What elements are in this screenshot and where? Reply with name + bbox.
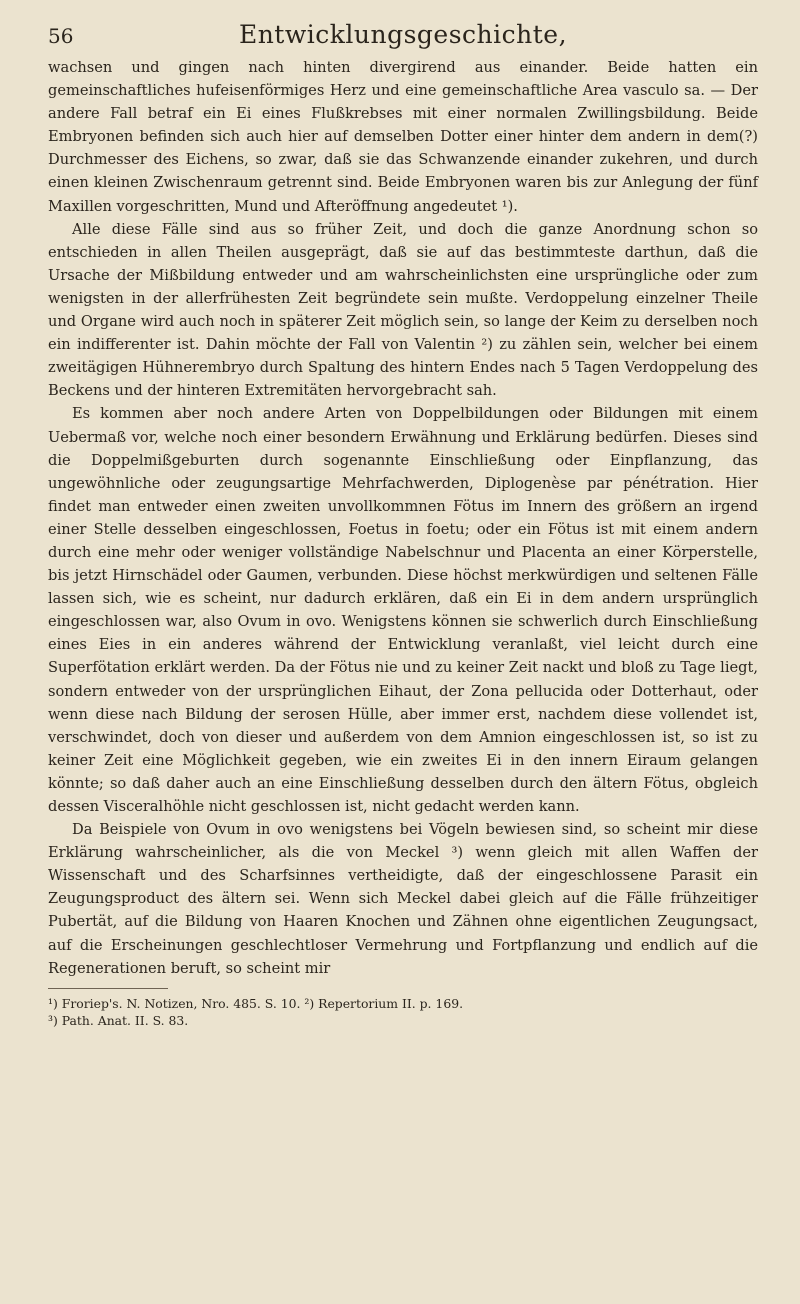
running-title: Entwicklungsgeschichte,	[238, 20, 568, 49]
footnote: ¹) Froriep's. N. Notizen, Nro. 485. S. 10. ²) Repertorium II. p. 169.	[48, 995, 464, 1011]
paragraph: wachsen und gingen nach hinten divergirend aus einander. Beide hatten ein gemeinschaftliches hufeisenförmiges Herz und eine gemeinschaftliche Area vasculo sa. — Der andere Fall betraf ein Ei eines Flußkrebses mit einer normalen Zwillingsbildung. Beide Embryonen befinden sich auch hier auf demselben Dotter einer hinter dem andern in dem(?) Durchmesser des Eichens, so zwar, daß sie das Schwanzende einander zukehren, und durch einen kleinen Zwischenraum getrennt sind. Beide Embryonen waren bis zur Anlegung der fünf Maxillen vorgeschritten, Mund und Afteröffnung angedeutet ¹).	[48, 59, 758, 215]
paragraph: Es kommen aber noch andere Arten von Doppelbildungen oder Bildungen mit einem Uebermaß vor, welche noch einer besondern Erwähnung und Erklärung bedürfen. Dieses sind die Doppelmißgeburten durch sogenannte Einschließung oder Einpflanzung, das ungewöhnliche oder zeugungsartige Mehrfachwerden, Diplogenèse par pénétration. Hier findet man entweder einen zweiten unvollkommnen Fötus im Innern des größern an irgend einer Stelle desselben eingeschlossen, Foetus in foetu; oder ein Fötus ist mit einem andern durch eine mehr oder weniger vollständige Nabelschnur und Placenta an einer Körperstelle, bis jetzt Hirnschädel oder Gaumen, verbunden. Diese höchst merkwürdigen und seltenen Fälle lassen sich, wie es scheint, nur dadurch erklären, daß ein Ei in dem andern ursprünglich eingeschlossen war, also Ovum in ovo. Wenigstens können sie schwerlich durch Einschließung eines Eies in ein anderes während der Entwicklung veranlaßt, viel leicht durch eine Superfötation erklärt werden. Da der Fötus nie und zu keiner Zeit nackt und bloß zu Tage liegt, sondern entweder von der ursprünglichen Eihaut, der Zona pellucida oder Dotterhaut, oder wenn diese nach Bildung der serosen Hülle, aber immer erst, nachdem diese vollendet ist, verschwindet, doch von dieser und außerdem von dem Amnion eingeschlossen ist, so ist zu keiner Zeit eine Möglichkeit gegeben, wie ein zweites Ei in den innern Eiraum gelangen könnte; so daß daher auch an eine Einschließung desselben durch den ältern Fötus, obgleich dessen Visceralhöhle nicht geschlossen ist, nicht gedacht werden kann.	[48, 405, 758, 815]
footnote-divider	[48, 988, 168, 989]
footnotes	[48, 995, 758, 1029]
paragraph: Da Beispiele von Ovum in ovo wenigstens bei Vögeln bewiesen sind, so scheint mir diese Erklärung wahrscheinlicher, als die von Meckel ³) wenn gleich mit allen Waffen der Wissenschaft und des Scharfsinnes vertheidigte, daß der eingeschlossene Parasit ein Zeugungsproduct des ältern sei. Wenn sich Meckel dabei gleich auf die Fälle frühzeitiger Pubertät, auf die Bildung von Haaren Knochen und Zähnen ohne eigentlichen Zeugungsact, auf die Erscheinungen geschlechtloser Vermehrung und Fortpflanzung und endlich auf die Regenerationen beruft, so scheint mir	[48, 821, 758, 977]
running-head	[48, 20, 758, 50]
footnote: ³) Path. Anat. II. S. 83.	[48, 1012, 189, 1028]
page-number: 56	[48, 24, 74, 48]
paragraph: Alle diese Fälle sind aus so früher Zeit, und doch die ganze Anordnung schon so entschieden in allen Theilen ausgeprägt, daß sie auf das bestimmteste darthun, daß die Ursache der Mißbildung entweder und am wahrscheinlichsten eine ursprüngliche oder zum wenigsten in der allerfrühesten Zeit begründete sein mußte. Verdoppelung einzelner Theile und Organe wird auch noch in späterer Zeit möglich sein, so lange der Keim zu derselben noch ein indifferenter ist. Dahin möchte der Fall von Valentin ²) zu zählen sein, welcher bei einem zweitägigen Hühnerembryo durch Spaltung des hintern Endes nach 5 Tagen Verdoppelung des Beckens und der hinteren Extremitäten hervorgebracht sah.	[48, 220, 758, 400]
body-text	[48, 56, 758, 980]
